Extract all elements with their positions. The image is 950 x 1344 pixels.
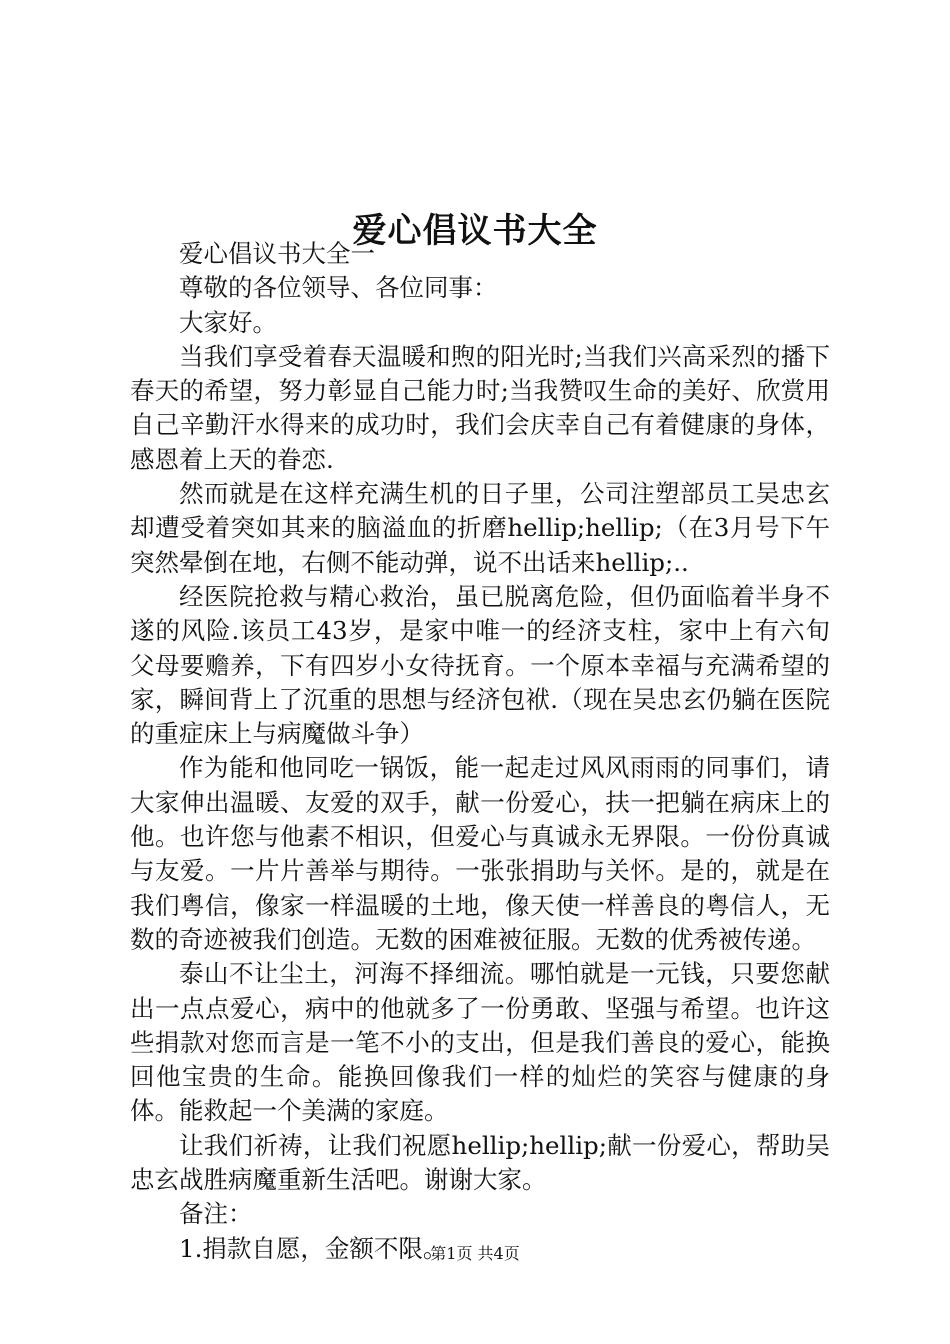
paragraph: 当我们享受着春天温暖和煦的阳光时;当我们兴高采烈的播下春天的希望，努力彰显自己能力时;当我赞叹生命的美好、欣赏用自己辛勤汗水得来的成功时，我们会庆幸自己有着健康的身体，感恩着上天的眷恋. — [130, 341, 830, 474]
note-item: 1.捐款自愿，金额不限。 — [179, 1233, 448, 1263]
paragraph: 然而就是在这样充满生机的日子里，公司注塑部员工吴忠玄却遭受着突如其来的脑溢血的折磨hellip;hellip;（在3月号下午突然晕倒在地，右侧不能动弹，说不出话来hellip;.. — [130, 479, 830, 577]
paragraph: 作为能和他同吃一锅饭，能一起走过风风雨雨的同事们，请大家伸出温暖、友爱的双手，献一份爱心，扶一把躺在病床上的他。也许您与他素不相识，但爱心与真诚永无界限。一份份真诚与友爱。一片片善举与期待。一张张捐助与关怀。是的，就是在我们粤信，像家一样温暖的土地，像天使一样善良的粤信人，无数的奇迹被我们创造。无数的困难被征服。无数的优秀被传递。 — [130, 753, 830, 954]
paragraph: 泰山不让尘土，河海不择细流。哪怕就是一元钱，只要您献出一点点爱心，病中的他就多了一份勇敢、坚强与希望。也许这些捐款对您而言是一笔不小的支出，但是我们善良的爱心，能换回他宝贵的生命。能换回像我们一样的灿烂的笑容与健康的身体。能救起一个美满的家庭。 — [130, 959, 830, 1126]
salutation: 尊敬的各位领导、各位同事： — [179, 273, 498, 303]
greeting: 大家好。 — [179, 307, 277, 337]
paragraph: 经医院抢救与精心救治，虽已脱离危险，但仍面临着半身不遂的风险.该员工43岁，是家中唯一的经济支柱，家中上有六旬父母要赡养，下有四岁小女待抚育。一个原本幸福与充满希望的家，瞬间背上了沉重的思想与经济包袱.（现在吴忠玄仍躺在医院的重症床上与病魔做斗争） — [130, 581, 830, 749]
document-title: 爱心倡议书大全 — [352, 210, 598, 251]
section-heading: 爱心倡议书大全一 — [179, 239, 375, 268]
notes-label: 备注： — [179, 1199, 253, 1229]
page-indicator: 第1页 共4页 — [430, 1244, 520, 1263]
paragraph: 让我们祈祷，让我们祝愿hellip;hellip;献一份爱心，帮助吴忠玄战胜病魔重新生活吧。谢谢大家。 — [130, 1130, 830, 1195]
document-body — [130, 237, 830, 1266]
